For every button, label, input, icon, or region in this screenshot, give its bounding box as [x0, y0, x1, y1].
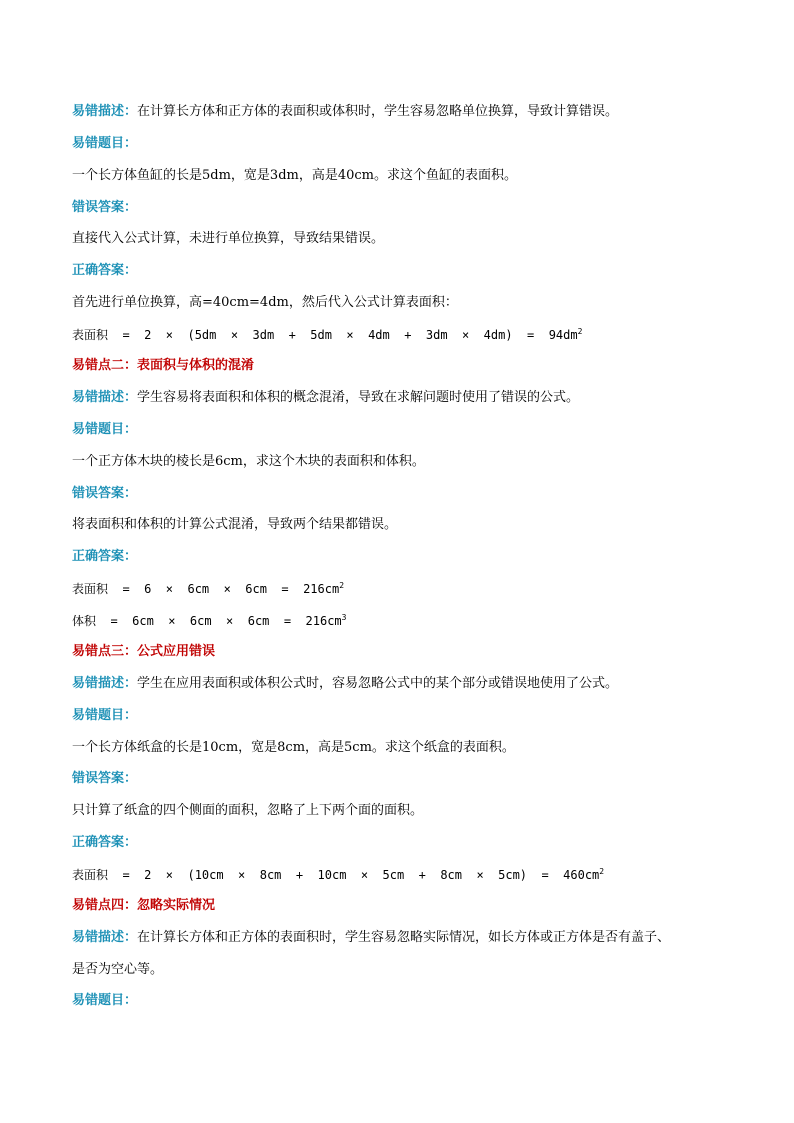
s2-wrong-text: 将表面积和体积的计算公式混淆，导致两个结果都错误。: [72, 517, 398, 532]
s3-desc-text: 学生在应用表面积或体积公式时，容易忽略公式中的某个部分或错误地使用了公式。: [137, 676, 619, 691]
s4-question-label: 易错题目：: [72, 993, 138, 1008]
s3-desc-label: 易错描述：: [72, 676, 138, 691]
s2-formula1-text: 表面积 = 6 × 6cm × 6cm = 216cm: [72, 582, 340, 596]
s1-desc-label: 易错描述：: [72, 104, 138, 119]
s2-wrong-label: 错误答案：: [72, 486, 138, 501]
s3-formula-sup: 2: [599, 867, 605, 876]
s2-formula-surface: [72, 579, 734, 599]
s2-heading-title: 表面积与体积的混淆: [137, 358, 255, 373]
s4-desc-text: 在计算长方体和正方体的表面积时，学生容易忽略实际情况，如长方体或正方体是否有盖子、: [137, 930, 671, 945]
s2-description: [72, 388, 734, 408]
s2-desc-label: 易错描述：: [72, 390, 138, 405]
s3-description: [72, 674, 734, 694]
s1-wrong-text: 直接代入公式计算，未进行单位换算，导致结果错误。: [72, 231, 385, 246]
s3-question-text: 一个长方体纸盒的长是10cm，宽是8cm，高是5cm。求这个纸盒的表面积。: [72, 740, 515, 755]
s4-heading-prefix: 易错点四：: [72, 898, 138, 913]
s3-formula-text: 表面积 = 2 × (10cm × 8cm + 10cm × 5cm + 8cm × 5cm) = 460cm: [72, 868, 600, 882]
s2-desc-text: 学生容易将表面积和体积的概念混淆，导致在求解问题时使用了错误的公式。: [137, 390, 580, 405]
s1-description: [72, 102, 734, 122]
s2-heading-prefix: 易错点二：: [72, 358, 138, 373]
s3-wrong-label: 错误答案：: [72, 771, 138, 786]
s1-formula-sup: 2: [577, 327, 583, 336]
s1-formula-text: 表面积 = 2 × (5dm × 3dm + 5dm × 4dm + 3dm × 4dm) = 94dm: [72, 328, 578, 342]
s1-question-text: 一个长方体鱼缸的长是5dm，宽是3dm，高是40cm。求这个鱼缸的表面积。: [72, 168, 517, 183]
s4-heading: [72, 896, 734, 916]
s3-wrong-text: 只计算了纸盒的四个侧面的面积，忽略了上下两个面的面积。: [72, 803, 424, 818]
s3-heading-title: 公式应用错误: [137, 644, 216, 659]
s3-right-label: 正确答案：: [72, 835, 138, 850]
s2-formula1-sup: 2: [339, 581, 345, 590]
s2-heading: [72, 356, 734, 376]
s1-question-label: 易错题目：: [72, 136, 138, 151]
s2-question-text: 一个正方体木块的棱长是6cm，求这个木块的表面积和体积。: [72, 454, 425, 469]
s4-desc-label: 易错描述：: [72, 930, 138, 945]
s1-wrong-label: 错误答案：: [72, 200, 138, 215]
s4-heading-title: 忽略实际情况: [137, 898, 216, 913]
s4-description-continued: 是否为空心等。: [72, 962, 164, 977]
s1-formula: [72, 325, 734, 345]
s3-question-label: 易错题目：: [72, 708, 138, 723]
s2-formula-volume: [72, 611, 734, 631]
s3-formula: [72, 865, 734, 885]
s4-description: [72, 928, 734, 948]
s3-heading: [72, 642, 734, 662]
s1-desc-text: 在计算长方体和正方体的表面积或体积时，学生容易忽略单位换算，导致计算错误。: [137, 104, 619, 119]
s2-formula2-sup: 3: [341, 613, 347, 622]
s2-right-label: 正确答案：: [72, 549, 138, 564]
s3-heading-prefix: 易错点三：: [72, 644, 138, 659]
s1-right-label: 正确答案：: [72, 263, 138, 278]
s1-right-text: 首先进行单位换算，高=40cm=4dm，然后代入公式计算表面积：: [72, 295, 458, 310]
s2-question-label: 易错题目：: [72, 422, 138, 437]
s2-formula2-text: 体积 = 6cm × 6cm × 6cm = 216cm: [72, 614, 342, 628]
